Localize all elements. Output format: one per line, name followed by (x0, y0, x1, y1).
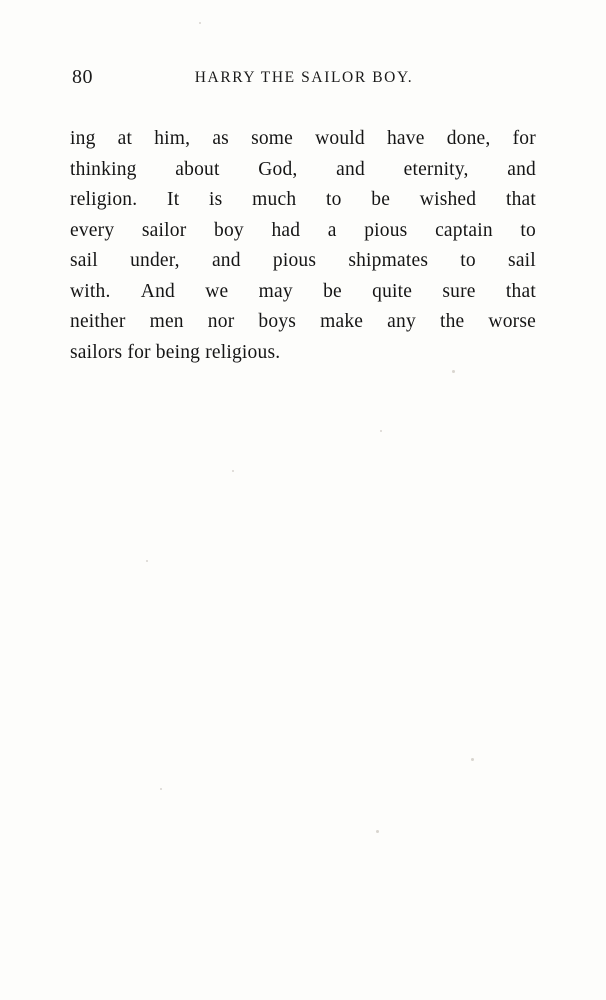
word: It (167, 189, 180, 210)
print-speck (160, 788, 162, 790)
page-number: 80 (72, 66, 93, 88)
word: sailor (141, 219, 187, 241)
word: to (520, 219, 536, 241)
word: quite (372, 280, 413, 302)
word: we (205, 280, 229, 302)
word: be (371, 189, 391, 210)
text-line (70, 155, 536, 186)
word: and (336, 158, 365, 180)
word: wished (419, 189, 477, 210)
word: him, (154, 128, 191, 149)
word: and (507, 158, 536, 180)
print-speck (146, 560, 148, 562)
print-speck (199, 22, 201, 24)
word: done, (446, 128, 491, 149)
print-speck (380, 430, 382, 432)
print-speck (452, 370, 455, 373)
word: religion. (70, 189, 138, 210)
word: sure (442, 280, 476, 302)
word: God, (258, 158, 298, 180)
word: the (439, 311, 465, 332)
word: sail (508, 250, 536, 271)
word: nor (207, 311, 235, 332)
word: neither (70, 311, 126, 332)
word: and (211, 250, 241, 271)
word: would (315, 128, 365, 149)
word: sail (70, 250, 98, 271)
body-text (70, 124, 536, 368)
word: with. (70, 280, 111, 302)
page-header (72, 66, 534, 92)
print-speck (376, 830, 379, 833)
word: some (251, 128, 294, 149)
word: had (271, 219, 301, 241)
word: worse (488, 311, 536, 332)
word: every (70, 219, 115, 241)
word: men (149, 311, 184, 332)
running-title: HARRY THE SAILOR BOY. (194, 69, 414, 86)
word: thinking (70, 158, 137, 180)
word: be (323, 280, 342, 302)
word: make (320, 311, 364, 332)
text-line (70, 277, 536, 308)
word: much (252, 189, 297, 210)
word: any (387, 311, 416, 332)
word: pious (364, 219, 408, 241)
word: pious (272, 250, 317, 271)
word: boy (214, 219, 244, 241)
text-line: sailors for being religious. (70, 341, 281, 363)
word: for (512, 128, 536, 149)
text-line (70, 307, 536, 338)
word: as (212, 128, 229, 149)
text-line (70, 185, 536, 216)
word: to (460, 250, 476, 271)
print-speck (232, 470, 234, 472)
word: that (505, 280, 536, 302)
word: ing (70, 128, 96, 149)
word: is (209, 189, 223, 210)
word: to (326, 189, 342, 210)
word: And (140, 280, 175, 302)
word: captain (435, 219, 493, 241)
word: eternity, (403, 158, 469, 180)
word: at (117, 128, 133, 149)
word: have (386, 128, 425, 149)
text-line (70, 246, 536, 277)
word: boys (258, 311, 297, 332)
word: a (327, 219, 337, 241)
word: about (175, 158, 220, 180)
print-speck (471, 758, 474, 761)
text-line (70, 124, 536, 155)
word: that (505, 189, 536, 210)
text-line (70, 216, 536, 247)
word: may (258, 280, 293, 302)
word: under, (130, 250, 180, 271)
word: shipmates (348, 250, 429, 271)
